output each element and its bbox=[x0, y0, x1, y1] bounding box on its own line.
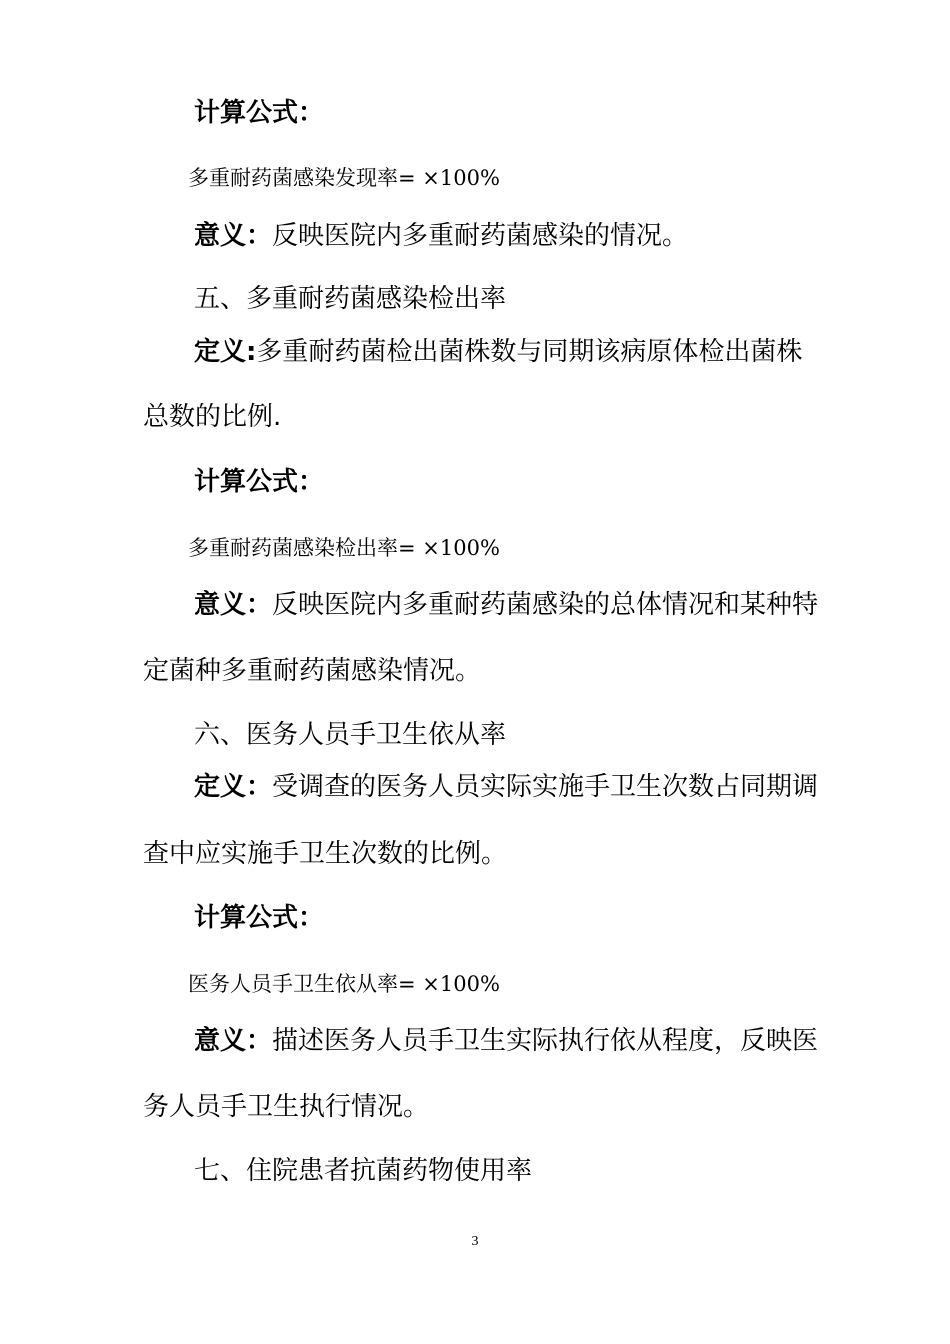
formula-line bbox=[188, 165, 500, 191]
section-heading-text: 七、住院患者抗菌药物使用率 bbox=[194, 1156, 533, 1186]
meaning-label: 意义： bbox=[194, 590, 273, 620]
meaning-label: 意义： bbox=[194, 1026, 273, 1056]
definition-continuation bbox=[143, 838, 507, 870]
section-heading bbox=[194, 283, 506, 315]
formula-line bbox=[188, 971, 500, 997]
formula-heading-label: 计算公式： bbox=[194, 903, 325, 933]
continuation-text: 查中应实施手卫生次数的比例。 bbox=[143, 839, 508, 869]
definition-paragraph bbox=[194, 771, 818, 803]
definition-text: 受调查的医务人员实际实施手卫生次数占同期调 bbox=[272, 772, 819, 802]
meaning-paragraph bbox=[194, 220, 688, 252]
formula-heading-label: 计算公式： bbox=[194, 98, 325, 128]
section-heading bbox=[194, 1155, 532, 1187]
formula-text: 医务人员手卫生依从率= bbox=[188, 972, 416, 996]
meaning-continuation bbox=[143, 1091, 429, 1123]
formula-text: 多重耐药菌感染发现率= bbox=[188, 166, 416, 190]
formula-text: 多重耐药菌感染检出率= bbox=[188, 536, 416, 560]
meaning-text: 反映医院内多重耐药菌感染的总体情况和某种特 bbox=[272, 590, 819, 620]
definition-label: 定义： bbox=[194, 772, 273, 802]
definition-text: 多重耐药菌检出菌株数与同期该病原体检出菌株 bbox=[256, 337, 803, 367]
continuation-text: 总数的比例. bbox=[143, 402, 282, 432]
meaning-paragraph bbox=[194, 589, 818, 621]
formula-line bbox=[188, 535, 500, 561]
meaning-label: 意义： bbox=[194, 221, 273, 251]
formula-heading bbox=[194, 97, 324, 129]
section-heading-text: 六、医务人员手卫生依从率 bbox=[194, 720, 507, 750]
meaning-text: 反映医院内多重耐药菌感染的情况。 bbox=[272, 221, 689, 251]
section-heading-text: 五、多重耐药菌感染检出率 bbox=[194, 284, 507, 314]
formula-heading bbox=[194, 466, 324, 498]
page-number: 3 bbox=[471, 1234, 479, 1249]
formula-multiplier: ×100% bbox=[422, 972, 500, 996]
meaning-paragraph bbox=[194, 1025, 818, 1057]
continuation-text: 务人员手卫生执行情况。 bbox=[143, 1092, 430, 1122]
formula-heading bbox=[194, 902, 324, 934]
meaning-text: 描述医务人员手卫生实际执行依从程度，反映医 bbox=[272, 1026, 819, 1056]
definition-label: 定义: bbox=[194, 337, 257, 367]
definition-continuation bbox=[143, 401, 281, 433]
continuation-text: 定菌种多重耐药菌感染情况。 bbox=[143, 656, 482, 686]
meaning-continuation bbox=[143, 655, 481, 687]
formula-multiplier: ×100% bbox=[422, 536, 500, 560]
section-heading bbox=[194, 719, 506, 751]
formula-multiplier: ×100% bbox=[422, 166, 500, 190]
definition-paragraph bbox=[194, 336, 802, 368]
formula-heading-label: 计算公式： bbox=[194, 467, 325, 497]
